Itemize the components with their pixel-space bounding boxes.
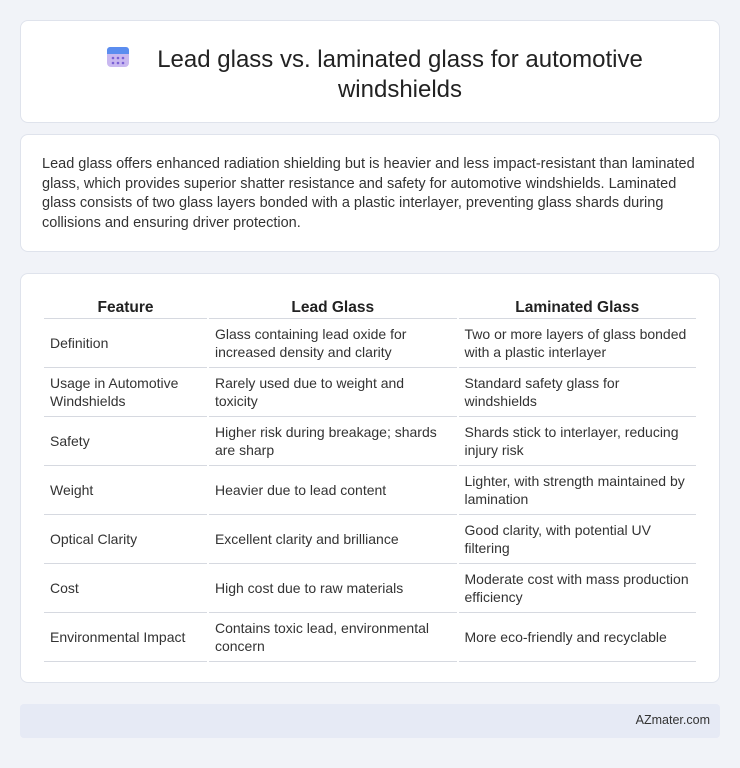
laminated-glass-cell: More eco-friendly and recyclable (459, 613, 696, 662)
table-row (44, 613, 696, 662)
comparison-card (20, 273, 720, 683)
table-row (44, 515, 696, 564)
page-title: Lead glass vs. laminated glass for automotive windshields (157, 46, 643, 103)
laminated-glass-cell: Shards stick to interlayer, reducing injury risk (459, 417, 696, 466)
laminated-glass-cell: Lighter, with strength maintained by lamination (459, 466, 696, 515)
comparison-table (42, 295, 698, 662)
lead-glass-cell: Rarely used due to weight and toxicity (209, 368, 457, 417)
header-laminated-glass: Laminated Glass (459, 295, 696, 319)
feature-cell: Optical Clarity (44, 515, 207, 564)
feature-cell: Environmental Impact (44, 613, 207, 662)
table-row (44, 564, 696, 613)
laminated-glass-cell: Two or more layers of glass bonded with a plastic interlayer (459, 319, 696, 368)
table-row (44, 417, 696, 466)
table-row (44, 368, 696, 417)
lead-glass-cell: Higher risk during breakage; shards are sharp (209, 417, 457, 466)
table-row (44, 319, 696, 368)
feature-cell: Cost (44, 564, 207, 613)
lead-glass-cell: Heavier due to lead content (209, 466, 457, 515)
laminated-glass-cell: Moderate cost with mass production efficiency (459, 564, 696, 613)
footer (20, 704, 720, 738)
table-row (44, 466, 696, 515)
feature-cell: Usage in Automotive Windshields (44, 368, 207, 417)
header-lead-glass: Lead Glass (209, 295, 457, 319)
laminated-glass-cell: Standard safety glass for windshields (459, 368, 696, 417)
lead-glass-cell: Contains toxic lead, environmental concern (209, 613, 457, 662)
lead-glass-cell: Excellent clarity and brilliance (209, 515, 457, 564)
footer-brand: AZmater.com (635, 713, 710, 727)
table-header-row (44, 295, 696, 319)
feature-cell: Weight (44, 466, 207, 515)
feature-cell: Definition (44, 319, 207, 368)
lead-glass-cell: High cost due to raw materials (209, 564, 457, 613)
summary-card (20, 134, 720, 252)
lead-glass-cell: Glass containing lead oxide for increased density and clarity (209, 319, 457, 368)
header-feature: Feature (44, 295, 207, 319)
laminated-glass-cell: Good clarity, with potential UV filtering (459, 515, 696, 564)
title-card (20, 20, 720, 123)
feature-cell: Safety (44, 417, 207, 466)
summary-text: Lead glass offers enhanced radiation shielding but is heavier and less impact-resistant than laminated glass, which provides superior shatter resistance and safety for automotive windshields. Laminated glass consists of two glass layers bonded with a plastic interlayer, preventing glass shards during collisions and ensuring driver protection. (42, 156, 695, 231)
